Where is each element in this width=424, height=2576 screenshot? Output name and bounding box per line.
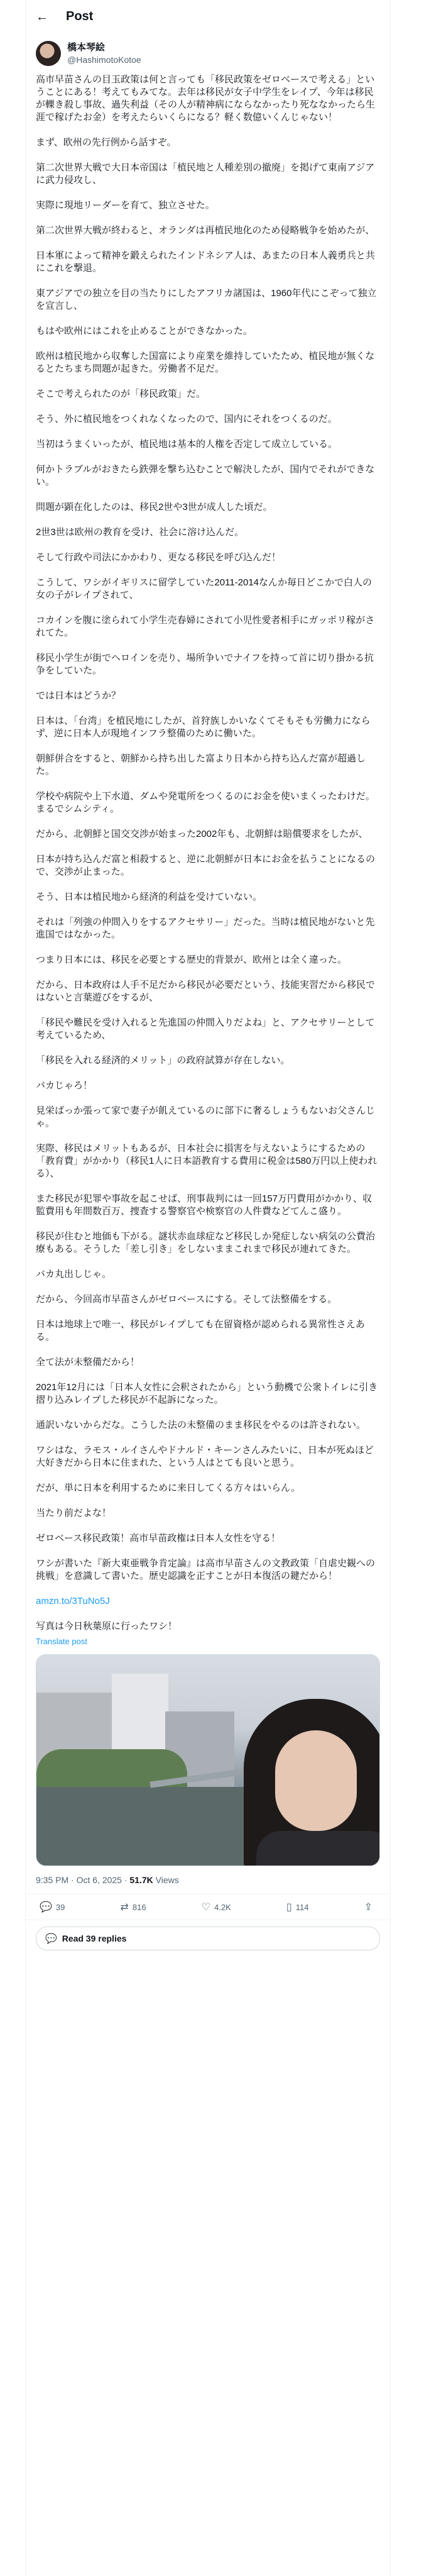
post-paragraph: コカインを腹に塗られて小学生売春婦にされて小児性愛者相手にガッポリ稼がされてた。 — [36, 615, 375, 638]
post-paragraph: だから、北朝鮮と国交交渉が始まった2002年も、北朝鮮は賠償要求をしたが、 — [36, 829, 368, 839]
post-paragraph: 通訳いないからだな。こうした法の未整備のまま移民をやるのは許されない。 — [36, 1420, 366, 1430]
photo-river — [36, 1787, 250, 1866]
post-meta — [26, 1866, 390, 1894]
share-button[interactable] — [364, 1901, 376, 1913]
post-paragraph: 2021年12月には「日本人女性に会釈されたから」という動機で公衆トイレに引き摺り込みレイプした移民が不起訴になった。 — [36, 1382, 378, 1405]
post-paragraph: では日本はどうか？ — [36, 690, 121, 701]
post-paragraph: 全て法が未整備だから！ — [36, 1357, 140, 1368]
post-paragraph: だから、今回高市早苗さんがゼロベースにする。そして法整備をする。 — [36, 1294, 337, 1305]
bookmark-count: 114 — [295, 1902, 309, 1912]
post-paragraph: 実際に現地リーダーを育て、独立させた。 — [36, 200, 215, 211]
post-paragraph: 当たり前だよな！ — [36, 1508, 112, 1518]
post-paragraph: つまり日本には、移民を必要とする歴史的背景が、欧州とは全く違った。 — [36, 954, 347, 965]
post-link-paragraph — [36, 1595, 380, 1608]
post-paragraph: 問題が顕在化したのは、移民2世や3世が成人した頃だ。 — [36, 502, 273, 512]
translate-post-link[interactable]: Translate post — [36, 1637, 87, 1646]
post-paragraph: 日本は地球上で唯一、移民がレイプしても在留資格が認められる異常性さえある。 — [36, 1319, 365, 1342]
author-header — [26, 33, 390, 66]
post-paragraph: 朝鮮併合をすると、朝鮮から持ち出した富より日本から持ち込んだ富が超過した。 — [36, 753, 366, 777]
post-body — [26, 66, 390, 1648]
action-bar — [26, 1894, 390, 1920]
post-paragraph: 第二次世界大戦が終わると、オランダは再植民地化のため侵略戦争を始めたが、 — [36, 225, 375, 236]
post-paragraph: 東アジアでの独立を目の当たりにしたアフリカ諸国は、1960年代にこぞって独立を宣言し、 — [36, 288, 377, 311]
bookmark-icon: ▯ — [286, 1902, 292, 1913]
post-paragraph: 2世3世は欧州の教育を受け、社会に溶け込んだ。 — [36, 527, 244, 538]
post-paragraph: 「移民を入れる経済的メリット」の政府試算が存在しない。 — [36, 1055, 290, 1066]
repost-count: 816 — [132, 1902, 146, 1912]
repost-button[interactable] — [121, 1901, 146, 1913]
post-paragraph: また移民が犯罪や事故を起こせば、刑事裁判には一回157万円費用がかかり、収監費用も年間数百万、捜査する警察官や検察官の人件費などてんこ盛り。 — [36, 1193, 372, 1217]
reply-bubble-icon: 💬 — [45, 1933, 57, 1944]
post-paragraph: 実際、移民はメリットもあるが、日本社会に損害を与えないようにするための「教育費」がかかり（移民1人に日本語教育する費用に税金は580万円以上使われる）、 — [36, 1143, 378, 1179]
post-paragraph: 学校や病院や上下水道、ダムや発電所をつくるのにお金を使いまくったわけだ。まるでシムシティ。 — [36, 791, 375, 814]
views-count: 51.7K — [129, 1875, 153, 1885]
post-photo[interactable] — [36, 1654, 380, 1866]
post-paragraph: だから、日本政府は人手不足だから移民が必要だという、技能実習だから移民ではないと言葉遊びをするが、 — [36, 980, 376, 1003]
post-paragraph: もはや欧州にはこれを止めることができなかった。 — [36, 326, 253, 336]
post-paragraph: そう、日本は植民地から経済的利益を受けていない。 — [36, 892, 263, 902]
bookmark-button[interactable] — [286, 1901, 309, 1913]
post-paragraph: ワシが書いた『新大東亜戦争肯定論』は高市早苗さんの文教政策「自虐史観への挑戦」を意識して書いた。歴史認識を正すことが日本復活の鍵だから！ — [36, 1558, 376, 1581]
post-paragraph: バカじゃろ！ — [36, 1080, 93, 1091]
avatar[interactable] — [36, 41, 61, 66]
read-replies-label: Read 39 replies — [62, 1933, 127, 1943]
share-icon: ⇪ — [364, 1902, 372, 1913]
post-paragraph: ワシはな、ラモス・ルイさんやドナルド・キーンさんみたいに、日本が死ぬほど大好きだから日本に住まれた、という人はとても良いと思う。 — [36, 1445, 374, 1468]
post-closing: 写真は今日秋葉原に行ったワシ！ — [36, 1621, 178, 1632]
reply-icon: 💬 — [40, 1902, 52, 1913]
top-bar — [26, 0, 390, 33]
post-paragraph: 見栄ばっか張って家で妻子が飢えているのに部下に奢るしょうもないお父さんじゃ。 — [36, 1105, 376, 1129]
post-paragraph: そこで考えられたのが「移民政策」だ。 — [36, 389, 206, 399]
post-paragraph: だが、単に日本を利用するために来日してくる方々はいらん。 — [36, 1483, 300, 1493]
reply-count: 39 — [55, 1902, 65, 1912]
page-title: Post — [66, 9, 94, 23]
post-paragraph: 日本軍によって精神を鍛えられたインドネシア人は、あまたの日本人義勇兵と共にこれを撃退。 — [36, 250, 375, 274]
photo-person-face — [275, 1730, 357, 1831]
post-paragraph: そして行政や司法にかかわり、更なる移民を呼び込んだ！ — [36, 552, 281, 563]
like-button[interactable] — [202, 1901, 231, 1913]
post-paragraph: 第二次世界大戦で大日本帝国は「植民地と人種差別の撤廃」を掲げて東南アジアに武力侵攻し、 — [36, 162, 375, 185]
author-handle[interactable]: @HashimotoKotoe — [67, 55, 141, 65]
post-paragraph: 日本は、「台湾」を植民地にしたが、首狩族しかいなくてそもそも労働力にならず、逆に日本人が現地インフラ整備のために働いた。 — [36, 716, 371, 739]
meta-separator: · — [124, 1875, 130, 1885]
post-timestamp[interactable]: 9:35 PM · Oct 6, 2025 — [36, 1875, 122, 1885]
post-link[interactable]: amzn.to/3TuNo5J — [36, 1596, 110, 1606]
post-paragraph: 日本が持ち込んだ富と相殺すると、逆に北朝鮮が日本にお金を払うことになるので、交渉が止まった。 — [36, 854, 376, 877]
reply-button[interactable] — [40, 1901, 65, 1913]
heart-icon: ♡ — [201, 1902, 211, 1913]
post-paragraph: 何かトラブルがおきたら鉄弾を撃ち込むことで解決したが、国内でそれができない。 — [36, 464, 375, 487]
post-column — [25, 0, 391, 2576]
read-replies-button[interactable] — [36, 1926, 380, 1950]
post-paragraph: ゼロベース移民政策！高市早苗政権は日本人女性を守る！ — [36, 1533, 281, 1544]
post-paragraph: 「移民や難民を受け入れると先進国の仲間入りだよね」と、アクセサリーとして考えているため、 — [36, 1017, 375, 1041]
like-count: 4.2K — [214, 1902, 231, 1912]
author-display-name[interactable]: 橋本琴絵 — [67, 42, 106, 53]
back-arrow-icon[interactable]: ← — [36, 9, 48, 24]
post-paragraph: 欧州は植民地から収奪した国富により産業を維持していたため、植民地が無くなるとたちまち問題が起きた。労働者不足だ。 — [36, 351, 375, 374]
post-paragraph: まず、欧州の先行例から話すぞ。 — [36, 137, 177, 148]
post-paragraph: それは「列強の仲間入りをするアクセサリー」だった。当時は植民地がないと先進国ではなかった。 — [36, 917, 375, 940]
post-paragraph: 当初はうまくいったが、植民地は基本的人権を否定して成立している。 — [36, 439, 338, 450]
post-paragraph: バカ丸出しじゃ。 — [36, 1269, 112, 1280]
post-paragraph: 移民が住むと地価も下がる。謎状赤血球症など移民しか発症しない病気の公費治療もある。そうした「差し引き」をしないままこれまで移民が連れてきた。 — [36, 1231, 376, 1254]
post-paragraph: 高市早苗さんの目玉政策は何と言っても「移民政策をゼロベースで考える」ということにある！考えてもみてな。去年は移民が女子中学生をレイプ、今年は移民が轢き殺し事故、過失利益（その人が精神病にならなかったり死ななかったら生涯で稼げたお金）を考えたらいくらになる？軽く数億いくんじゃない！ — [36, 74, 376, 123]
post-paragraph: そう、外に植民地をつくれなくなったので、国内にそれをつくるのだ。 — [36, 414, 337, 424]
post-paragraph: こうして、ワシがイギリスに留学していた2011-2014なんか毎日どこかで白人の女の子がレイプされて、 — [36, 577, 372, 600]
repost-icon: ⇄ — [120, 1902, 129, 1913]
photo-person-coat — [256, 1831, 380, 1866]
post-paragraph: 移民小学生が街でヘロインを売り、場所争いでナイフを持って首に切り掛かる抗争をしていた。 — [36, 653, 374, 676]
post-paragraphs — [36, 74, 380, 1583]
views-label: Views — [155, 1875, 179, 1885]
